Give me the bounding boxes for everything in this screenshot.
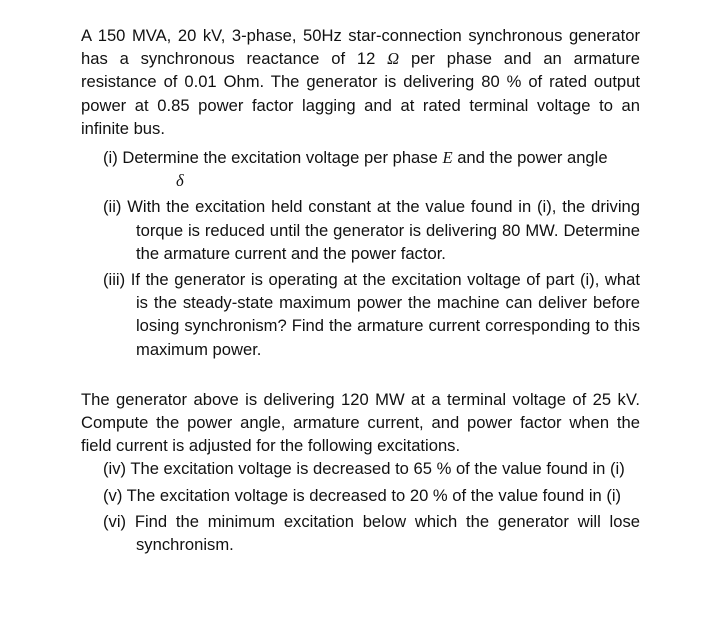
intro-text-before-omega: A 150 MVA, 20 kV, 3-phase, 50Hz star-connection synchronous generator has a synchronous reactance of 12 [81, 26, 640, 69]
power-angle-symbol: δ [176, 171, 184, 191]
part-two-intro-paragraph: The generator above is delivering 120 MW at a terminal voltage of 25 kV. Compute the power angle, armature current, and power factor when the field current is adjusted for the following excitations. [81, 389, 640, 456]
list-item-v: (v) The excitation voltage is decreased to 20 % of the value found in (i) [103, 485, 622, 505]
section-spacer [81, 364, 640, 388]
list-item-i [81, 146, 640, 192]
part-one-list [81, 146, 640, 361]
list-item-iv: (iv) The excitation voltage is decreased to 65 % of the value found in (i) [103, 459, 625, 479]
item-i-text-after-e: and the power angle [452, 148, 608, 168]
excitation-voltage-symbol: E [442, 148, 453, 168]
list-item-iii: (iii) If the generator is operating at the excitation voltage of part (i), what is the steady-state maximum power the machine can deliver before losing synchronism? Find the armature current corresponding to this maximum power. [103, 270, 640, 359]
item-i-text: (i) Determine the excitation voltage per phase [103, 148, 443, 168]
problem-intro-paragraph [81, 24, 640, 140]
list-item-ii: (ii) With the excitation held constant at the value found in (i), the driving torque is reduced until the generator is delivering 80 MW. Determine the armature current and the power factor. [103, 197, 640, 263]
part-two-list [81, 457, 640, 556]
list-item-vi: (vi) Find the minimum excitation below which the generator will lose synchronism. [103, 511, 640, 555]
problem-document [81, 24, 640, 559]
intro-text-after-omega: per phase and an armature resistance of 0.01 Ohm. The generator is delivering 80 % of rated output power at 0.85 power factor lagging and at rated terminal voltage to an infinite bus. [81, 49, 640, 138]
omega-symbol: Ω [387, 49, 400, 69]
